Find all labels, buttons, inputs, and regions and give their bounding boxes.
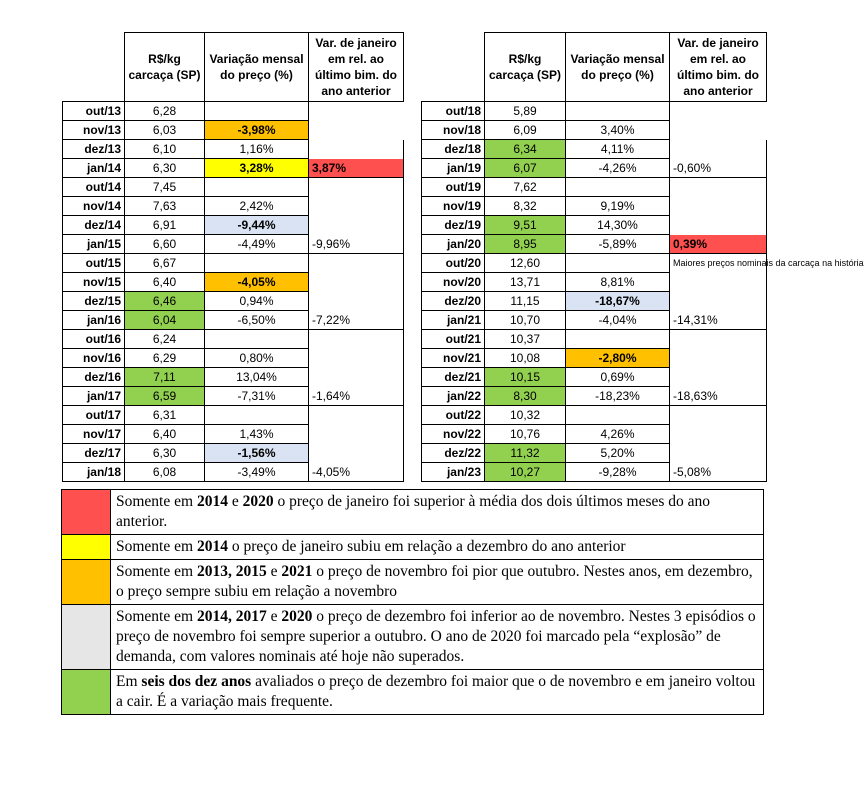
table-row [63,140,404,159]
table-row [422,216,767,235]
monthly-variation-cell [205,102,309,121]
monthly-variation-cell: -1,56% [205,444,309,463]
month-cell: dez/20 [422,292,485,311]
table-row [422,387,767,406]
table-row [422,254,767,273]
price-cell: 13,71 [485,273,566,292]
month-cell: out/13 [63,102,125,121]
table-row [63,330,404,349]
month-cell: jan/14 [63,159,125,178]
legend-text-bold: 2014 [196,538,228,555]
jan-variation-cell [309,330,404,349]
price-cell: 10,15 [485,368,566,387]
legend-text-part: o preço de dezembro foi inferior ao de novembro. Nestes 3 episódios o preço de novembro foi sempre superior a outubro. O ano de 2020 foi marcado pela “explosão” de demanda, com valores nominais até hoje não superados. [116,608,756,665]
month-cell: jan/21 [422,311,485,330]
header-jan-variation: Var. de janeiro em rel. ao último bim. do ano anterior [309,33,404,102]
jan-variation-cell [309,254,404,273]
table-row [63,121,404,140]
month-cell: jan/15 [63,235,125,254]
monthly-variation-cell: 0,80% [205,349,309,368]
legend-text-part: Somente em [116,608,197,625]
month-cell: dez/22 [422,444,485,463]
monthly-variation-cell: 5,20% [566,444,670,463]
legend-text-part: Somente em [116,538,197,555]
month-cell: out/21 [422,330,485,349]
legend-table [61,489,764,715]
table-row [422,444,767,463]
jan-variation-cell: 0,39% [670,235,767,254]
price-cell: 6,34 [485,140,566,159]
price-cell: 6,24 [125,330,205,349]
jan-variation-cell [309,425,404,444]
month-cell: jan/18 [63,463,125,482]
table-row [63,197,404,216]
monthly-variation-cell: 2,42% [205,197,309,216]
month-cell: out/15 [63,254,125,273]
header-monthly-variation: Variação mensal do preço (%) [566,33,670,102]
monthly-variation-cell: 1,16% [205,140,309,159]
month-cell: nov/17 [63,425,125,444]
legend-text [111,560,764,605]
price-cell: 7,45 [125,178,205,197]
monthly-variation-cell: -3,49% [205,463,309,482]
table-row [422,349,767,368]
month-cell: nov/20 [422,273,485,292]
price-cell: 10,70 [485,311,566,330]
table-row [63,349,404,368]
price-cell: 6,03 [125,121,205,140]
jan-variation-cell [670,425,767,444]
price-cell: 6,40 [125,425,205,444]
price-cell: 8,30 [485,387,566,406]
price-cell: 6,10 [125,140,205,159]
monthly-variation-cell: 9,19% [566,197,670,216]
month-cell: jan/17 [63,387,125,406]
month-cell: nov/16 [63,349,125,368]
price-table-right [421,32,864,482]
month-cell: out/17 [63,406,125,425]
jan-variation-cell: -5,08% [670,463,767,482]
legend-color-swatch [62,490,111,535]
table-row [422,425,767,444]
monthly-variation-cell: -9,28% [566,463,670,482]
month-cell: jan/22 [422,387,485,406]
month-cell: out/18 [422,102,485,121]
legend-text-part: o preço de janeiro foi superior à média dos dois últimos meses do ano anterior. [116,493,711,530]
price-cell: 10,37 [485,330,566,349]
jan-variation-cell: -18,63% [670,387,767,406]
jan-variation-cell [309,406,404,425]
month-cell: dez/19 [422,216,485,235]
table-row [422,235,767,254]
month-cell: dez/18 [422,140,485,159]
monthly-variation-cell [566,330,670,349]
table-row [422,159,767,178]
header-monthly-variation: Variação mensal do preço (%) [205,33,309,102]
monthly-variation-cell: 3,28% [205,159,309,178]
price-cell: 8,32 [485,197,566,216]
month-cell: nov/13 [63,121,125,140]
table-row [63,254,404,273]
price-cell: 12,60 [485,254,566,273]
monthly-variation-cell [566,102,670,121]
price-cell: 7,63 [125,197,205,216]
legend-color-swatch [62,670,111,715]
table-row [422,330,767,349]
month-cell: jan/20 [422,235,485,254]
table-row [63,235,404,254]
jan-variation-cell [309,216,404,235]
monthly-variation-cell: -5,89% [566,235,670,254]
month-cell: jan/23 [422,463,485,482]
monthly-variation-cell: 1,43% [205,425,309,444]
month-cell: out/22 [422,406,485,425]
month-cell: dez/21 [422,368,485,387]
monthly-variation-cell: -4,49% [205,235,309,254]
price-cell: 6,09 [485,121,566,140]
table-row [63,425,404,444]
month-cell: nov/15 [63,273,125,292]
price-cell: 10,08 [485,349,566,368]
price-cell: 6,08 [125,463,205,482]
monthly-variation-cell [205,330,309,349]
monthly-variation-cell [566,178,670,197]
monthly-variation-cell: -4,04% [566,311,670,330]
price-cell: 7,11 [125,368,205,387]
jan-variation-cell [309,444,404,463]
monthly-variation-cell: -4,05% [205,273,309,292]
month-cell: nov/14 [63,197,125,216]
jan-variation-cell [309,178,404,197]
table-row [63,102,404,121]
table-row [63,216,404,235]
month-cell: dez/14 [63,216,125,235]
legend-text [111,670,764,715]
price-cell: 6,07 [485,159,566,178]
jan-variation-cell: 3,87% [309,159,404,178]
jan-variation-cell [670,406,767,425]
table-row [422,311,767,330]
monthly-variation-cell: -2,80% [566,349,670,368]
note-cell: Maiores preços nominais da carcaça na história [670,254,767,311]
header-jan-variation: Var. de janeiro em rel. ao último bim. do ano anterior [670,33,767,102]
legend-row [62,670,764,715]
table-row [63,292,404,311]
monthly-variation-cell [205,406,309,425]
jan-variation-cell [670,197,767,216]
price-cell: 6,59 [125,387,205,406]
header-blank [63,33,125,102]
legend-text [111,605,764,670]
jan-variation-cell: -4,05% [309,463,404,482]
month-cell: out/19 [422,178,485,197]
legend-text-part: Somente em [116,493,197,510]
price-cell: 8,95 [485,235,566,254]
month-cell: out/14 [63,178,125,197]
monthly-variation-cell [205,254,309,273]
legend-text-bold: 2014, 2017 [196,608,267,625]
jan-variation-cell: -7,22% [309,311,404,330]
header-price: R$/kg carcaça (SP) [485,33,566,102]
table-row [422,121,767,140]
month-cell: jan/16 [63,311,125,330]
legend-color-swatch [62,535,111,560]
monthly-variation-cell: 4,11% [566,140,670,159]
jan-variation-cell: -1,64% [309,387,404,406]
legend-text-part: Somente em [116,563,197,580]
monthly-variation-cell: -3,98% [205,121,309,140]
table-row [63,159,404,178]
price-cell: 10,27 [485,463,566,482]
header-price: R$/kg carcaça (SP) [125,33,205,102]
jan-variation-cell: -0,60% [670,159,767,178]
price-table-left [62,32,404,482]
jan-variation-cell [670,216,767,235]
price-cell: 6,67 [125,254,205,273]
month-cell: out/20 [422,254,485,273]
monthly-variation-cell [205,178,309,197]
legend-row [62,490,764,535]
legend-text-bold: 2021 [281,563,313,580]
legend-text-part: e [266,608,282,625]
price-cell: 10,32 [485,406,566,425]
price-cell: 11,15 [485,292,566,311]
price-cell: 6,30 [125,159,205,178]
legend-row [62,605,764,670]
monthly-variation-cell: 3,40% [566,121,670,140]
header-blank [422,33,485,102]
jan-variation-cell [309,349,404,368]
monthly-variation-cell [566,406,670,425]
price-cell: 6,04 [125,311,205,330]
table-row [422,463,767,482]
legend-text-bold: seis dos dez anos [141,673,252,690]
month-cell: out/16 [63,330,125,349]
jan-variation-cell [670,368,767,387]
month-cell: nov/22 [422,425,485,444]
jan-variation-cell [670,140,767,159]
legend-row [62,560,764,605]
jan-variation-cell [309,140,404,159]
jan-variation-cell [309,197,404,216]
monthly-variation-cell: 14,30% [566,216,670,235]
price-cell: 6,28 [125,102,205,121]
price-cell: 7,62 [485,178,566,197]
table-row [422,368,767,387]
monthly-variation-cell [566,254,670,273]
jan-variation-cell: -14,31% [670,311,767,330]
table-row [63,273,404,292]
price-cell: 6,29 [125,349,205,368]
table-row [63,311,404,330]
table-row [63,406,404,425]
monthly-variation-cell: -9,44% [205,216,309,235]
jan-variation-cell [670,349,767,368]
table-row [422,406,767,425]
table-row [422,197,767,216]
table-row [422,102,767,121]
month-cell: jan/19 [422,159,485,178]
month-cell: dez/16 [63,368,125,387]
price-cell: 6,91 [125,216,205,235]
legend-color-swatch [62,605,111,670]
price-cell: 6,30 [125,444,205,463]
table-row [63,178,404,197]
month-cell: nov/21 [422,349,485,368]
price-cell: 6,60 [125,235,205,254]
price-cell: 5,89 [485,102,566,121]
jan-variation-cell [670,444,767,463]
legend-color-swatch [62,560,111,605]
table-row [63,387,404,406]
monthly-variation-cell: -7,31% [205,387,309,406]
monthly-variation-cell: -18,67% [566,292,670,311]
jan-variation-cell [309,292,404,311]
jan-variation-cell: -9,96% [309,235,404,254]
legend-text-part: o preço de novembro foi pior que outubro. Nestes anos, em dezembro, o preço sempre subiu em relação a novembro [116,563,753,600]
monthly-variation-cell: 13,04% [205,368,309,387]
price-cell: 6,40 [125,273,205,292]
legend-text-part: Em [116,673,142,690]
jan-variation-cell [309,368,404,387]
monthly-variation-cell: 0,94% [205,292,309,311]
legend-text-bold: 2014 [196,493,228,510]
price-cell: 6,46 [125,292,205,311]
monthly-variation-cell: -4,26% [566,159,670,178]
legend-text [111,535,764,560]
legend-text-part: e [227,493,243,510]
table-row [422,140,767,159]
table-row [63,444,404,463]
legend-text [111,490,764,535]
price-cell: 6,31 [125,406,205,425]
table-row [63,368,404,387]
legend-text-bold: 2020 [242,493,274,510]
price-cell: 10,76 [485,425,566,444]
monthly-variation-cell: 8,81% [566,273,670,292]
legend-text-part: e [266,563,282,580]
table-row [63,463,404,482]
jan-variation-cell [670,178,767,197]
table-row [422,178,767,197]
month-cell: nov/19 [422,197,485,216]
legend-text-part: avaliados o preço de dezembro foi maior que o de novembro e em janeiro voltou a cair. É a variação mais frequente. [116,673,756,710]
price-cell: 11,32 [485,444,566,463]
month-cell: dez/13 [63,140,125,159]
legend-text-bold: 2013, 2015 [196,563,267,580]
monthly-variation-cell: -18,23% [566,387,670,406]
legend-text-bold: 2020 [281,608,313,625]
jan-variation-cell [309,273,404,292]
legend-row [62,535,764,560]
monthly-variation-cell: 4,26% [566,425,670,444]
month-cell: dez/15 [63,292,125,311]
monthly-variation-cell: 0,69% [566,368,670,387]
price-cell: 9,51 [485,216,566,235]
month-cell: dez/17 [63,444,125,463]
month-cell: nov/18 [422,121,485,140]
jan-variation-cell [670,330,767,349]
monthly-variation-cell: -6,50% [205,311,309,330]
legend-text-part: o preço de janeiro subiu em relação a dezembro do ano anterior [227,538,626,555]
